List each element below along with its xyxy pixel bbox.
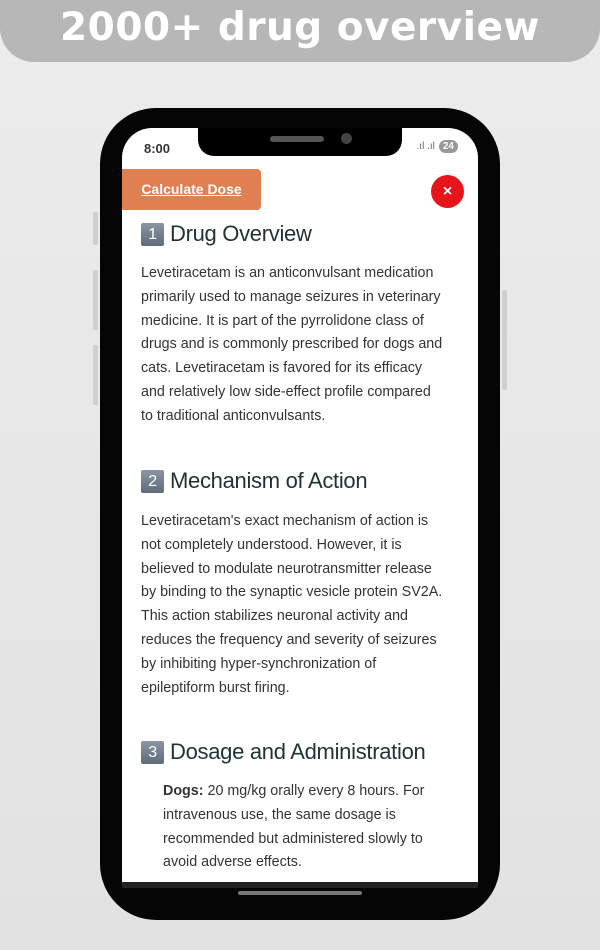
phone-side-button (93, 345, 98, 405)
heading-text: Mechanism of Action (170, 468, 368, 493)
text-line: believed to modulate neurotransmitter release (141, 560, 432, 577)
number-1-icon: 1 (141, 223, 164, 246)
phone-side-button (93, 212, 98, 245)
phone-side-button (93, 270, 98, 330)
text-line: by binding to the synaptic vesicle protein SV2A. (141, 584, 443, 601)
text-line: epileptiform burst firing. (141, 679, 290, 696)
status-time: 8:00 (144, 141, 171, 156)
text-line: This action stabilizes neuronal activity and (141, 608, 409, 625)
number-3-icon: 3 (141, 741, 164, 764)
text-line: medicine. It is part of the pyrrolidone class of (141, 312, 424, 329)
section-heading (141, 739, 425, 765)
text-line: primarily used to manage seizures in veterinary (141, 288, 441, 305)
calculate-dose-button[interactable]: Calculate Dose (122, 169, 261, 210)
signal-icon: .ıl .ıl (416, 141, 435, 152)
phone-notch (198, 128, 402, 156)
text-line: not completely understood. However, it is (141, 536, 402, 553)
text-line: avoid adverse effects. (163, 854, 302, 871)
text-line: Levetiracetam is an anticonvulsant medication (141, 265, 434, 281)
promo-banner: 2000+ drug overview (0, 0, 600, 62)
mechanism-paragraph (141, 510, 442, 700)
text-line: cats. Levetiracetam is favored for its efficacy (141, 360, 423, 377)
section-heading (141, 468, 367, 494)
text-line: Levetiracetam's exact mechanism of action is (141, 513, 429, 529)
dosage-paragraph (163, 780, 424, 875)
text-line: intravenous use, the same dosage is (163, 806, 396, 823)
text-line: to traditional anticonvulsants. (141, 407, 326, 424)
overview-paragraph (141, 262, 442, 429)
phone-screen (122, 128, 478, 888)
number-2-icon: 2 (141, 470, 164, 493)
section-heading (141, 221, 312, 247)
home-indicator[interactable] (238, 891, 362, 895)
text-line: and relatively low side-effect profile compared (141, 383, 431, 400)
battery-icon: 24 (439, 140, 458, 153)
text-line: recommended but administered slowly to (163, 830, 423, 847)
species-label: Dogs: (163, 783, 204, 799)
camera-icon (341, 133, 352, 144)
status-icons (417, 140, 458, 153)
speaker-icon (270, 136, 324, 142)
text-line: reduces the frequency and severity of seizures (141, 631, 437, 648)
text-line: drugs and is commonly prescribed for dogs and (141, 336, 443, 353)
heading-text: Dosage and Administration (170, 739, 426, 764)
heading-text: Drug Overview (170, 221, 312, 246)
text-line: by inhibiting hyper-synchronization of (141, 655, 377, 672)
close-icon[interactable]: × (431, 175, 464, 208)
phone-side-button (502, 290, 507, 390)
text-line: 20 mg/kg orally every 8 hours. For (203, 783, 425, 799)
nav-bar (122, 882, 478, 888)
